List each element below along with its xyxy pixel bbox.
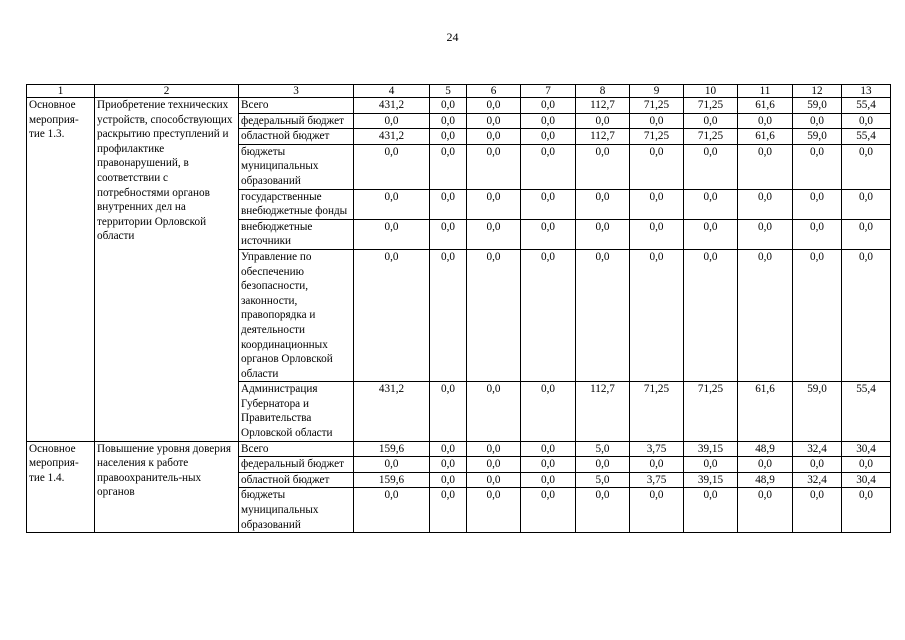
value-cell: 0,0 [738, 113, 793, 129]
value-cell: 0,0 [576, 219, 630, 249]
value-cell: 112,7 [576, 98, 630, 114]
value-cell: 0,0 [354, 144, 430, 189]
value-cell: 0,0 [738, 488, 793, 533]
funding-source-cell: бюджеты муниципальных образований [239, 144, 354, 189]
value-cell: 159,6 [354, 441, 430, 457]
value-cell: 0,0 [430, 113, 467, 129]
funding-source-cell: Управление по обеспечению безопасности, законности, правопорядка и деятельности координационных органов Орловской области [239, 249, 354, 381]
column-header: 4 [354, 85, 430, 98]
column-header: 10 [684, 85, 738, 98]
value-cell: 0,0 [738, 189, 793, 219]
value-cell: 0,0 [467, 219, 521, 249]
value-cell: 0,0 [521, 113, 576, 129]
event-description-cell: Повышение уровня доверия населения к работе правоохранитель-ных органов [95, 441, 239, 533]
value-cell: 39,15 [684, 441, 738, 457]
event-name-cell: Основное мероприя-тие 1.4. [27, 441, 95, 533]
value-cell: 0,0 [842, 219, 891, 249]
value-cell: 0,0 [630, 144, 684, 189]
value-cell: 0,0 [684, 488, 738, 533]
value-cell: 0,0 [842, 189, 891, 219]
funding-source-cell: федеральный бюджет [239, 457, 354, 473]
value-cell: 0,0 [793, 457, 842, 473]
value-cell: 0,0 [467, 249, 521, 381]
funding-source-cell: федеральный бюджет [239, 113, 354, 129]
column-header: 13 [842, 85, 891, 98]
value-cell: 0,0 [521, 129, 576, 145]
value-cell: 0,0 [521, 472, 576, 488]
value-cell: 0,0 [684, 189, 738, 219]
value-cell: 0,0 [842, 144, 891, 189]
value-cell: 0,0 [467, 129, 521, 145]
value-cell: 55,4 [842, 382, 891, 441]
value-cell: 0,0 [842, 113, 891, 129]
column-header: 8 [576, 85, 630, 98]
value-cell: 0,0 [793, 219, 842, 249]
value-cell: 5,0 [576, 472, 630, 488]
value-cell: 61,6 [738, 129, 793, 145]
value-cell: 71,25 [630, 98, 684, 114]
value-cell: 30,4 [842, 472, 891, 488]
value-cell: 0,0 [430, 457, 467, 473]
funding-source-cell: внебюджетные источники [239, 219, 354, 249]
value-cell: 0,0 [842, 249, 891, 381]
value-cell: 0,0 [467, 382, 521, 441]
value-cell: 0,0 [521, 441, 576, 457]
value-cell: 0,0 [430, 219, 467, 249]
funding-source-cell: бюджеты муниципальных образований [239, 488, 354, 533]
value-cell: 0,0 [630, 189, 684, 219]
value-cell: 0,0 [842, 457, 891, 473]
value-cell: 159,6 [354, 472, 430, 488]
value-cell: 112,7 [576, 129, 630, 145]
header-row [27, 85, 891, 98]
event-description-cell: Приобретение технических устройств, способствующих раскрытию преступлений и профилактике правонарушений, в соответствии с потребностями органов внутренних дел на территории Орловской области [95, 98, 239, 442]
budget-table [26, 84, 891, 533]
value-cell: 0,0 [430, 488, 467, 533]
value-cell: 0,0 [576, 113, 630, 129]
funding-source-cell: Администрация Губернатора и Правительства Орловской области [239, 382, 354, 441]
value-cell: 0,0 [354, 457, 430, 473]
value-cell: 0,0 [430, 189, 467, 219]
value-cell: 32,4 [793, 472, 842, 488]
value-cell: 59,0 [793, 98, 842, 114]
value-cell: 0,0 [467, 113, 521, 129]
value-cell: 0,0 [630, 249, 684, 381]
value-cell: 39,15 [684, 472, 738, 488]
value-cell: 0,0 [521, 249, 576, 381]
value-cell: 0,0 [521, 98, 576, 114]
value-cell: 0,0 [576, 189, 630, 219]
value-cell: 0,0 [576, 457, 630, 473]
value-cell: 0,0 [521, 144, 576, 189]
column-header: 1 [27, 85, 95, 98]
value-cell: 431,2 [354, 129, 430, 145]
value-cell: 0,0 [354, 488, 430, 533]
value-cell: 0,0 [467, 441, 521, 457]
value-cell: 0,0 [684, 113, 738, 129]
value-cell: 3,75 [630, 441, 684, 457]
value-cell: 3,75 [630, 472, 684, 488]
funding-source-cell: Всего [239, 441, 354, 457]
table-row [27, 441, 891, 457]
value-cell: 0,0 [467, 189, 521, 219]
value-cell: 0,0 [430, 98, 467, 114]
value-cell: 48,9 [738, 441, 793, 457]
value-cell: 0,0 [521, 488, 576, 533]
value-cell: 0,0 [630, 219, 684, 249]
value-cell: 61,6 [738, 382, 793, 441]
page-number: 24 [446, 30, 459, 44]
value-cell: 112,7 [576, 382, 630, 441]
value-cell: 0,0 [430, 129, 467, 145]
value-cell: 0,0 [430, 144, 467, 189]
value-cell: 30,4 [842, 441, 891, 457]
value-cell: 0,0 [467, 144, 521, 189]
value-cell: 431,2 [354, 98, 430, 114]
value-cell: 59,0 [793, 382, 842, 441]
funding-source-cell: Всего [239, 98, 354, 114]
value-cell: 32,4 [793, 441, 842, 457]
column-header: 5 [430, 85, 467, 98]
funding-source-cell: государственные внебюджетные фонды [239, 189, 354, 219]
value-cell: 0,0 [842, 488, 891, 533]
column-header: 2 [95, 85, 239, 98]
value-cell: 0,0 [630, 457, 684, 473]
value-cell: 0,0 [467, 488, 521, 533]
value-cell: 5,0 [576, 441, 630, 457]
column-header: 9 [630, 85, 684, 98]
value-cell: 0,0 [684, 249, 738, 381]
value-cell: 0,0 [684, 144, 738, 189]
value-cell: 431,2 [354, 382, 430, 441]
value-cell: 0,0 [793, 144, 842, 189]
value-cell: 0,0 [521, 189, 576, 219]
value-cell: 0,0 [521, 382, 576, 441]
value-cell: 0,0 [430, 249, 467, 381]
value-cell: 0,0 [521, 219, 576, 249]
column-header: 6 [467, 85, 521, 98]
table-body [27, 98, 891, 533]
value-cell: 0,0 [630, 113, 684, 129]
value-cell: 0,0 [430, 472, 467, 488]
event-name-cell: Основное мероприя-тие 1.3. [27, 98, 95, 442]
value-cell: 0,0 [793, 189, 842, 219]
value-cell: 55,4 [842, 129, 891, 145]
column-header: 11 [738, 85, 793, 98]
table-row [27, 98, 891, 114]
value-cell: 0,0 [354, 113, 430, 129]
value-cell: 0,0 [576, 249, 630, 381]
value-cell: 0,0 [467, 98, 521, 114]
value-cell: 0,0 [738, 457, 793, 473]
value-cell: 0,0 [793, 113, 842, 129]
value-cell: 48,9 [738, 472, 793, 488]
column-header: 7 [521, 85, 576, 98]
value-cell: 71,25 [684, 129, 738, 145]
value-cell: 0,0 [793, 488, 842, 533]
value-cell: 0,0 [738, 249, 793, 381]
value-cell: 61,6 [738, 98, 793, 114]
value-cell: 59,0 [793, 129, 842, 145]
value-cell: 0,0 [430, 441, 467, 457]
value-cell: 0,0 [630, 488, 684, 533]
value-cell: 71,25 [684, 98, 738, 114]
value-cell: 0,0 [576, 144, 630, 189]
column-header: 3 [239, 85, 354, 98]
value-cell: 0,0 [684, 457, 738, 473]
value-cell: 0,0 [576, 488, 630, 533]
value-cell: 0,0 [467, 472, 521, 488]
funding-source-cell: областной бюджет [239, 129, 354, 145]
value-cell: 0,0 [354, 249, 430, 381]
value-cell: 0,0 [738, 219, 793, 249]
column-header: 12 [793, 85, 842, 98]
value-cell: 0,0 [354, 189, 430, 219]
value-cell: 71,25 [630, 129, 684, 145]
value-cell: 0,0 [521, 457, 576, 473]
value-cell: 0,0 [684, 219, 738, 249]
value-cell: 55,4 [842, 98, 891, 114]
value-cell: 0,0 [793, 249, 842, 381]
value-cell: 71,25 [684, 382, 738, 441]
funding-source-cell: областной бюджет [239, 472, 354, 488]
value-cell: 71,25 [630, 382, 684, 441]
value-cell: 0,0 [467, 457, 521, 473]
value-cell: 0,0 [354, 219, 430, 249]
value-cell: 0,0 [430, 382, 467, 441]
value-cell: 0,0 [738, 144, 793, 189]
